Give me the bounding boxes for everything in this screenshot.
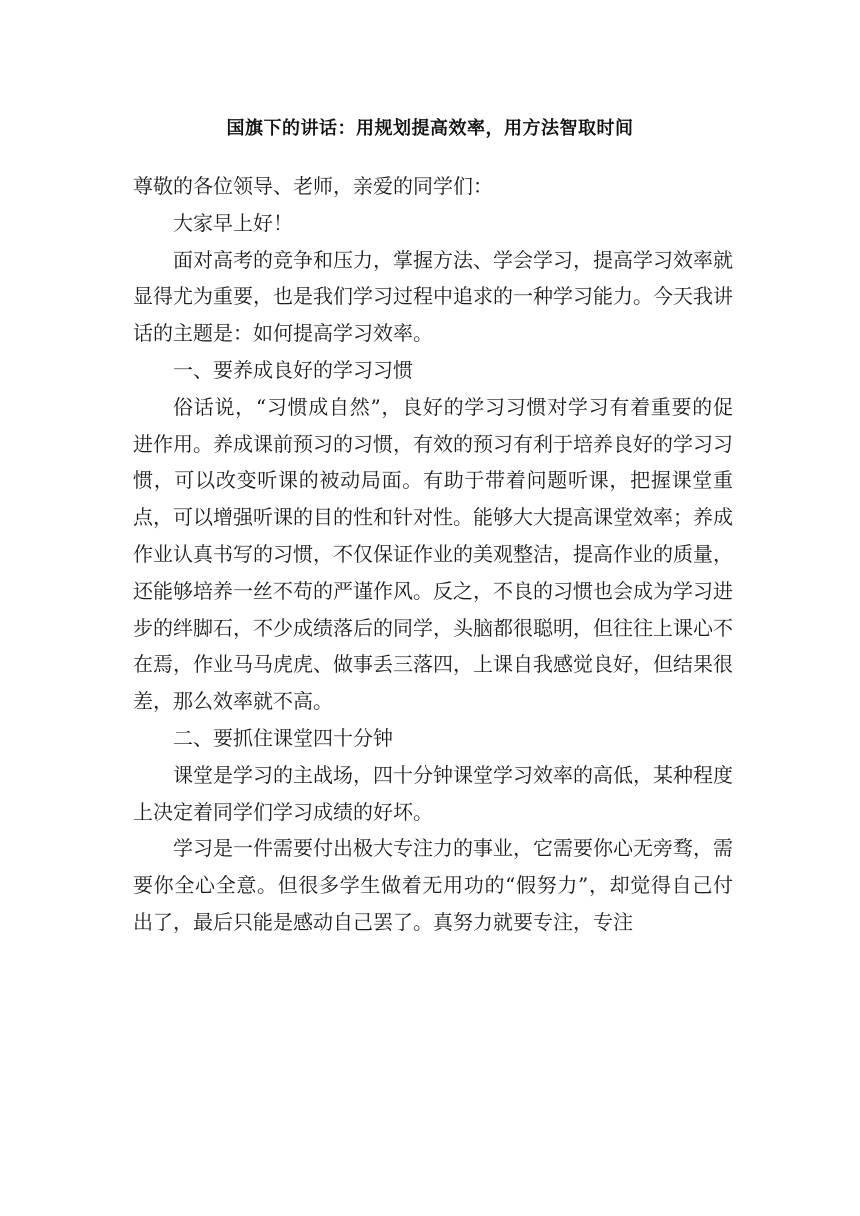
section-2-paragraph-2: 学习是一件需要付出极大专注力的事业，它需要你心无旁骛，需要你全心全意。但很多学生做着无用功的“假努力”，却觉得自己付出了，最后只能是感动自己罢了。真努力就要专注，专注: [133, 836, 733, 934]
document-title: 国旗下的讲话：用规划提高效率，用方法智取时间: [226, 118, 634, 139]
greeting: 大家早上好！: [173, 210, 293, 235]
section-1-heading: 一、要养成良好的学习习惯: [173, 357, 413, 382]
section-2-heading: 二、要抓住课堂四十分钟: [173, 725, 393, 750]
salutation: 尊敬的各位领导、老师，亲爱的同学们：: [133, 174, 493, 198]
section-2-paragraph-1: 课堂是学习的主战场，四十分钟课堂学习效率的高低，某种程度上决定着同学们学习成绩的好坏。: [133, 762, 733, 824]
document-body: [133, 168, 733, 941]
section-1-paragraph: 俗话说，“习惯成自然”，良好的学习习惯对学习有着重要的促进作用。养成课前预习的习惯，有效的预习有利于培养良好的学习习惯，可以改变听课的被动局面。有助于带着问题听课，把握课堂重点，可以增强听课的目的性和针对性。能够大大提高课堂效率；养成作业认真书写的习惯，不仅保证作业的美观整洁，提高作业的质量，还能够培养一丝不苟的严谨作风。反之，不良的习惯也会成为学习进步的绊脚石，不少成绩落后的同学，头脑都很聪明，但往往上课心不在焉，作业马马虎虎、做事丢三落四，上课自我感觉良好，但结果很差，那么效率就不高。: [133, 394, 733, 714]
intro-paragraph: 面对高考的竞争和压力，掌握方法、学会学习，提高学习效率就显得尤为重要，也是我们学习过程中追求的一种学习能力。今天我讲话的主题是：如何提高学习效率。: [133, 247, 733, 346]
